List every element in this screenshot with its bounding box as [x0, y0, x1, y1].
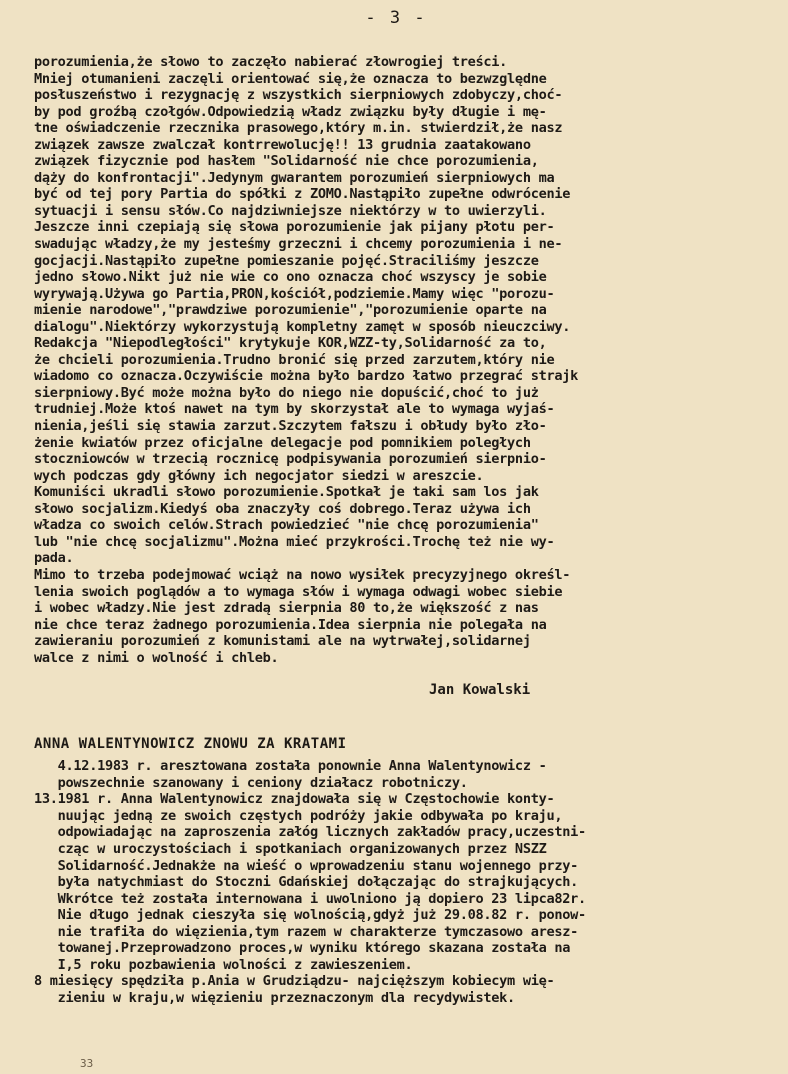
- text-line: związek zawsze zwalczał kontrrewolucję!! 13 grudnia zaatakowano: [34, 136, 531, 153]
- text-line: związek fizycznie pod hasłem "Solidarność nie chce porozumienia,: [34, 153, 539, 170]
- text-line: słowo socjalizm.Kiedyś oba znaczyły coś dobrego.Teraz używa ich: [34, 500, 531, 517]
- text-line: by pod groźbą czołgów.Odpowiedzią władz związku były długie i mę-: [34, 103, 547, 120]
- text-line: odpowiadając na zaproszenia załóg licznych zakładów pracy,uczestni-: [34, 824, 586, 841]
- text-line: stoczniowców w trzecią rocznicę podpisywania porozumień sierpnio-: [34, 451, 547, 468]
- article-title: ANNA WALENTYNOWICZ ZNOWU ZA KRATAMI: [34, 736, 347, 753]
- text-line: mienie narodowe","prawdziwe porozumienie","porozumienie oparte na: [34, 302, 547, 319]
- text-line: zawieraniu porozumień z komunistami ale na wytrwałej,solidarnej: [34, 633, 531, 650]
- text-line: walce z nimi o wolność i chleb.: [34, 649, 279, 666]
- text-line: Solidarność.Jednakże na wieść o wprowadzeniu stanu wojennego przy-: [34, 857, 579, 874]
- text-line: jedno słowo.Nikt już nie wie co ono oznacza choć wszyscy je sobie: [34, 269, 547, 286]
- text-line: swadując władzy,że my jesteśmy grzeczni i chcemy porozumienia i ne-: [34, 236, 563, 253]
- text-line: towanej.Przeprowadzono proces,w wyniku którego skazana została na: [34, 940, 571, 957]
- footer-mark: 33: [80, 1057, 94, 1070]
- text-line: być od tej pory Partia do spółki z ZOMO.Nastąpiło zupełne odwrócenie: [34, 186, 571, 203]
- text-line: wiadomo co oznacza.Oczywiście można było bardzo łatwo przegrać strajk: [34, 368, 579, 385]
- text-line: Nie długo jednak cieszyła się wolnością,gdyż już 29.08.82 r. ponow-: [34, 907, 586, 924]
- text-line: Komuniści ukradli słowo porozumienie.Spotkał je taki sam los jak: [34, 484, 539, 501]
- text-line: wyrywają.Używa go Partia,PRON,kościół,podziemie.Mamy więc "porozu-: [34, 285, 555, 302]
- text-line: dialogu".Niektórzy wykorzystują kompletny zamęt w sposób nieuczciwy.: [34, 318, 571, 335]
- text-line: nie chce teraz żadnego porozumienia.Idea sierpnia nie polegała na: [34, 616, 547, 633]
- text-line: sierpniowy.Być może można było do niego nie dopuścić,choć to już: [34, 384, 539, 401]
- text-line: nie trafiła do więzienia,tym razem w charakterze tymczasowo aresz-: [34, 923, 579, 940]
- text-line: dąży do konfrontacji".Jedynym gwarantem porozumień sierpniowych ma: [34, 169, 555, 186]
- text-line: trudniej.Może ktoś nawet na tym by skorzystał ale to wymaga wyjaś-: [34, 401, 555, 418]
- text-line: Mniej otumanieni zaczęli orientować się,że oznacza to bezwzględne: [34, 70, 547, 87]
- text-line: wych podczas gdy główny ich negocjator siedzi w areszcie.: [34, 467, 484, 484]
- text-line: porozumienia,że słowo to zaczęło nabierać złowrogiej treści.: [34, 54, 508, 70]
- text-line: 13.1981 r. Anna Walentynowicz znajdowała się w Częstochowie konty-: [34, 791, 555, 808]
- text-line: władza co swoich celów.Strach powiedzieć "nie chcę porozumienia": [34, 517, 539, 534]
- text-line: i wobec władzy.Nie jest zdradą sierpnia 80 to,że większość z nas: [34, 600, 539, 617]
- text-line: Wkrótce też została internowana i uwolniono ją dopiero 23 lipca82r.: [34, 890, 586, 907]
- text-line: zieniu w kraju,w więzieniu przeznaczonym dla recydywistek.: [34, 989, 515, 1006]
- text-line: Jeszcze inni czepiają się słowa porozumienie jak pijany płotu per-: [34, 219, 555, 236]
- author-signature: Jan Kowalski: [429, 682, 531, 699]
- text-line: żenie kwiatów przez oficjalne delegacje pod pomnikiem poległych: [34, 434, 531, 451]
- text-line: tne oświadczenie rzecznika prasowego,który m.in. stwierdził,że nasz: [34, 120, 563, 137]
- text-line: 4.12.1983 r. aresztowana została ponownie Anna Walentynowicz -: [34, 758, 547, 775]
- text-line: pada.: [34, 550, 74, 567]
- text-line: cząc w uroczystościach i spotkaniach organizowanych przez NSZZ: [34, 840, 547, 857]
- article-body-2: [34, 758, 758, 1006]
- text-line: 8 miesięcy spędziła p.Ania w Grudziądzu- najcięższym kobiecym wię-: [34, 973, 555, 990]
- text-line: nuując jedną ze swoich częstych podróży jakie odbywała po kraju,: [34, 807, 563, 824]
- text-line: nienia,jeśli się stawia zarzut.Szczytem fałszu i obłudy było zło-: [34, 418, 547, 435]
- text-line: I,5 roku pozbawienia wolności z zawieszeniem.: [34, 956, 413, 973]
- text-line: sytuacji i sensu słów.Co najdziwniejsze niektórzy w to uwierzyli.: [34, 202, 547, 219]
- page-number: - 3 -: [365, 8, 427, 28]
- text-line: Mimo to trzeba podejmować wciąż na nowo wysiłek precyzyjnego określ-: [34, 566, 571, 583]
- text-line: lub "nie chcę socjalizmu".Można mieć przykrości.Trochę też nie wy-: [34, 533, 555, 550]
- text-line: lenia swoich poglądów a to wymaga słów i wymaga odwagi wobec siebie: [34, 583, 563, 600]
- article-body: [34, 54, 758, 666]
- text-line: posłuszeństwo i rezygnację z wszystkich sierpniowych zdobyczy,choć-: [34, 87, 563, 104]
- text-line: była natychmiast do Stoczni Gdańskiej dołączając do strajkujących.: [34, 874, 579, 891]
- text-line: powszechnie szanowany i ceniony działacz robotniczy.: [34, 774, 468, 791]
- text-line: że chcieli porozumienia.Trudno bronić się przed zarzutem,który nie: [34, 351, 555, 368]
- text-line: Redakcja "Niepodległości" krytykuje KOR,WZZ-ty,Solidarność za to,: [34, 335, 547, 352]
- text-line: gocjacji.Nastąpiło zupełne pomieszanie pojęć.Straciliśmy jeszcze: [34, 252, 539, 269]
